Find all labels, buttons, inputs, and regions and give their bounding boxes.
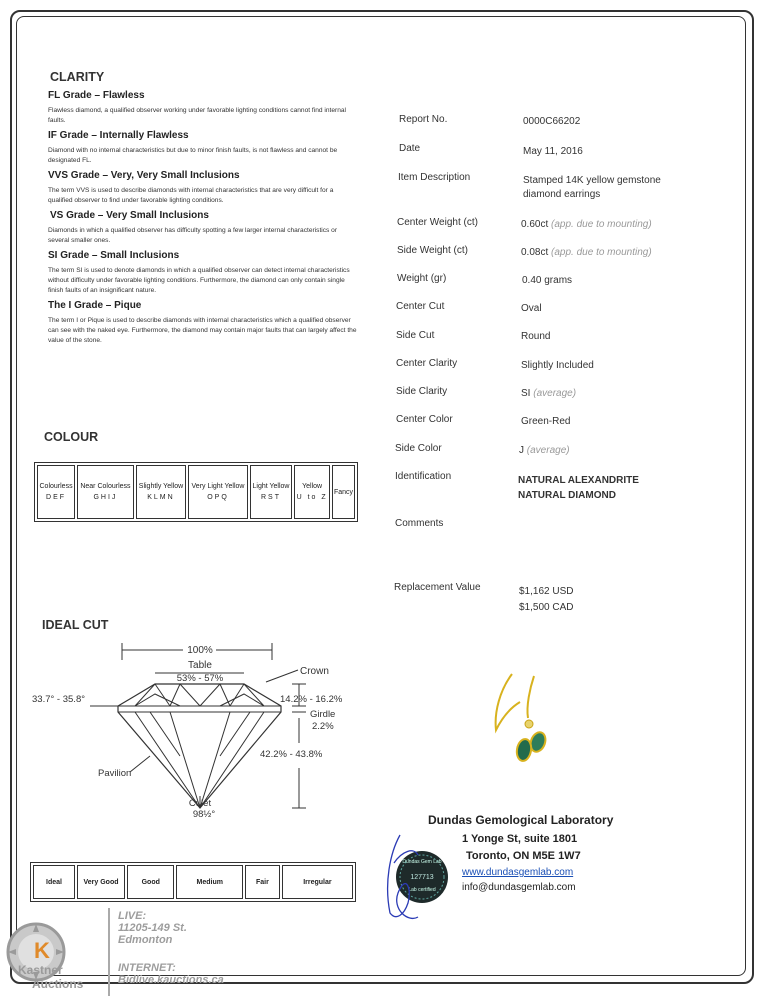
colour-cell: Very Light Yellow OPQ	[188, 465, 248, 519]
seal-top-text: Dundas Gem Lab	[402, 859, 442, 865]
report-note: NATURAL DIAMOND	[518, 490, 616, 501]
live-address-1: 11205-149 St.	[118, 922, 187, 934]
report-label: Center Color	[396, 414, 453, 425]
report-label: Center Clarity	[396, 358, 458, 369]
report-value: Slightly Included	[521, 360, 594, 371]
grade-desc: Diamond with no internal characteristics but due to minor finish faults, is not flawless and cannot be designated FL.	[48, 147, 338, 164]
report-value: J	[519, 445, 524, 456]
report-value: 0.40 grams	[522, 275, 573, 286]
lab-address-2: Toronto, ON M5E 1W7	[466, 850, 581, 862]
cut-width: 100%	[187, 645, 213, 656]
auction-watermark	[0, 908, 773, 1000]
report-label: Weight (gr)	[397, 273, 447, 284]
report-value: NATURAL ALEXANDRITE	[518, 475, 639, 486]
svg-text:K: K	[34, 938, 50, 963]
lab-address-1: 1 Yonge St, suite 1801	[462, 833, 578, 845]
report-label: Side Color	[395, 443, 442, 454]
report-label: Center Cut	[396, 301, 445, 312]
report-value: May 11, 2016	[523, 146, 583, 157]
cut-grade-scale	[30, 862, 356, 902]
report-value: Round	[521, 331, 551, 342]
colour-cell: Yellow U to Z	[294, 465, 330, 519]
cut-crown-angle: 33.7° - 35.8°	[32, 694, 86, 705]
cut-girdle-pct: 2.2%	[312, 721, 334, 732]
report-value: 0.08ct	[521, 247, 549, 258]
cut-grade-cell: Ideal	[33, 865, 75, 899]
grade-title: SI Grade – Small Inclusions	[48, 250, 180, 261]
colour-scale	[34, 462, 358, 522]
live-address-2: Edmonton	[118, 934, 173, 946]
report-label: Side Weight (ct)	[397, 245, 468, 256]
cut-grade-cell: Fair	[245, 865, 280, 899]
report-note: (average)	[526, 445, 570, 456]
cut-pavilion-depth: 42.2% - 43.8%	[260, 749, 323, 760]
report-label: Side Clarity	[396, 386, 448, 397]
report-label: Date	[399, 143, 421, 154]
cut-grade-cell: Very Good	[77, 865, 125, 899]
cut-pavilion: Pavilion	[98, 768, 132, 779]
report-note: $1,500 CAD	[519, 602, 574, 613]
grade-desc: The term VVS is used to describe diamonds with internal characteristics that are very difficult for a qualified observer to find under favorable lighting conditions.	[48, 187, 334, 204]
live-label: LIVE:	[118, 910, 147, 922]
cut-grade-cell: Medium	[176, 865, 243, 899]
report-label: Identification	[395, 471, 452, 482]
report-value: $1,162 USD	[519, 586, 574, 597]
grade-title: The I Grade – Pique	[48, 300, 142, 311]
grade-title: VVS Grade – Very, Very Small Inclusions	[48, 170, 240, 181]
report-value: Stamped 14K yellow gemstone diamond earrings	[523, 175, 661, 200]
lab-website-link[interactable]: www.dundasgemlab.com	[462, 867, 574, 878]
ideal-cut-title: IDEAL CUT	[42, 618, 109, 632]
report-label: Center Weight (ct)	[397, 217, 478, 228]
report-label: Report No.	[399, 114, 448, 125]
lab-name: Dundas Gemological Laboratory	[428, 813, 614, 827]
report-value: 0000C66202	[523, 116, 581, 127]
cut-table-range: 53% - 57%	[176, 673, 224, 684]
report-value: SI	[521, 388, 531, 399]
auction-brand-2: Auctions	[32, 977, 84, 991]
cut-culet-val: 98½°	[192, 809, 216, 820]
colour-cell: Light Yellow RST	[250, 465, 292, 519]
cut-table: Table	[188, 660, 212, 671]
cut-grade-cell: Irregular	[282, 865, 353, 899]
grade-desc: The term SI is used to denote diamonds in which a qualified observer can detect internal characteristics without difficulty under favorable lighting conditions. Furthermore, the diamond can only contain single finish faults of an insignificant nature.	[48, 267, 350, 294]
internet-url[interactable]: Bidlive.kauctions.ca	[118, 974, 224, 986]
lab-email: info@dundasgemlab.com	[462, 882, 576, 893]
report-label: Replacement Value	[394, 582, 481, 593]
colour-cell: Fancy	[332, 465, 355, 519]
auction-logo	[6, 912, 106, 996]
cut-grade-cell: Good	[127, 865, 174, 899]
colour-title: COLOUR	[44, 430, 99, 444]
grade-title: FL Grade – Flawless	[48, 90, 145, 101]
report-value: 0.60ct	[521, 219, 549, 230]
seal-bottom-text: Lab certified	[408, 887, 436, 893]
report-note: (average)	[533, 388, 577, 399]
auction-brand-1: Kastner	[18, 963, 63, 977]
cut-crown-height: 14.2% - 16.2%	[280, 694, 343, 705]
grade-title: VS Grade – Very Small Inclusions	[50, 210, 209, 221]
diamond-diagram	[30, 638, 370, 823]
report-label: Item Description	[398, 172, 471, 183]
cut-crown: Crown	[300, 666, 329, 677]
cut-culet: Culet	[188, 798, 212, 809]
colour-cell: Slightly Yellow KLMN	[136, 465, 186, 519]
report-value: Oval	[521, 303, 542, 314]
report-label: Side Cut	[396, 330, 435, 341]
clarity-title: CLARITY	[50, 70, 105, 84]
seal-number: 127713	[410, 874, 434, 881]
earring-photo	[472, 668, 572, 776]
colour-cell: Colourless DEF	[37, 465, 75, 519]
internet-label: INTERNET:	[118, 962, 176, 974]
grade-title: IF Grade – Internally Flawless	[48, 130, 189, 141]
report-note: (app. due to mounting)	[551, 219, 652, 230]
grade-desc: The term I or Pique is used to describe diamonds with internal characteristics which a qualified observer can see with the naked eye. Furthermore, the diamond may contain major faults that can largely affect the value of the stone.	[48, 317, 357, 344]
grade-desc: Flawless diamond, a qualified observer working under favorable lighting conditions cannot find internal faults.	[48, 107, 346, 124]
report-label: Comments	[395, 518, 444, 529]
report-value: Green-Red	[521, 416, 571, 427]
cut-girdle: Girdle	[310, 709, 336, 720]
report-note: (app. due to mounting)	[551, 247, 652, 258]
clarity-list	[48, 90, 358, 346]
grade-desc: Diamonds in which a qualified observer has difficulty spotting a few larger internal characteristics or several smaller ones.	[48, 227, 338, 244]
colour-cell: Near Colourless GHIJ	[77, 465, 134, 519]
